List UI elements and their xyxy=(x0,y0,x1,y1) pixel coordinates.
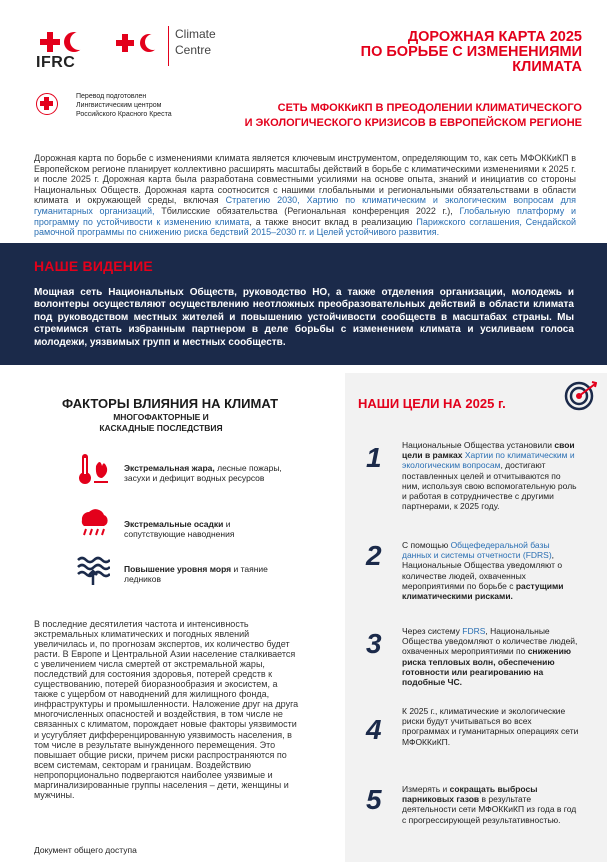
logo-divider xyxy=(168,26,169,66)
factor-bold: Повышение уровня моря xyxy=(124,564,232,574)
red-crescent-icon xyxy=(140,34,158,52)
goal-link[interactable]: Общефедеральной базы данных и системы отчетности (FDRS) xyxy=(402,540,552,561)
paris-agreement-link[interactable]: Парижского соглашения, Сендайской рамочной программы по снижению риска бедствий 2015–2030 гг. и Целей устойчивого развития. xyxy=(34,216,576,238)
factor-rain-text xyxy=(124,519,284,540)
header xyxy=(0,0,607,150)
title-line: ДОРОЖНАЯ КАРТА 2025 xyxy=(407,29,582,45)
vision-title: НАШЕ ВИДЕНИЕ xyxy=(34,258,153,274)
subtitle-line: СЕТЬ МФОККиКП В ПРЕОДОЛЕНИИ КЛИМАТИЧЕСКОГО xyxy=(277,102,582,114)
goal-number: 1 xyxy=(366,442,382,473)
factor-heat-text xyxy=(124,463,284,484)
goal-text-part: растущими климатическими рисками. xyxy=(402,580,564,602)
goals-title: НАШИ ЦЕЛИ НА 2025 г. xyxy=(358,396,506,411)
subtitle-line: И ЭКОЛОГИЧЕСКОГО КРИЗИСОВ В ЕВРОПЕЙСКОМ РЕГИОНЕ xyxy=(244,117,582,129)
factor-bold: Экстремальная жара, xyxy=(124,463,215,473)
factor-rest: и таяние ледников xyxy=(124,564,268,585)
factor-rest: и сопутствующие наводнения xyxy=(124,519,235,540)
target-arrow-icon xyxy=(559,380,597,412)
goal-text-part: сокращать выбросы парниковых газов xyxy=(402,784,538,805)
red-cross-icon xyxy=(40,32,60,52)
goal-5-text xyxy=(402,784,580,825)
goal-text-part: снижению риска тепловых волн, обеспечению готовности или реагированию на подобные ЧС. xyxy=(402,646,572,688)
goal-text-part: в результате деятельности сети МФОККиКП из года в год с прогрессирующей результативностью. xyxy=(402,794,577,825)
page-title xyxy=(300,30,582,75)
factors-title: ФАКТОРЫ ВЛИЯНИЯ НА КЛИМАТ xyxy=(62,396,279,411)
goal-number: 5 xyxy=(366,784,382,815)
translated-line: Лингвистическим центром xyxy=(76,102,162,109)
translated-line: Российского Красного Креста xyxy=(76,111,172,118)
russian-red-cross-emblem-icon xyxy=(36,93,58,115)
goal-text-part: , достигают поставленных целей и отчитываются по ним, используя свою вспомогательную роль и работая в сотрудничестве с другими партнерами, к 2025 году. xyxy=(402,460,577,512)
translated-line: Перевод подготовлен xyxy=(76,93,147,100)
strategy-2030-link[interactable]: Стратегию 2030, Хартию по климатическим и экологическим вопросам для гуманитарных организаций, xyxy=(34,195,577,216)
title-line: ПО БОРЬБЕ С ИЗМЕНЕНИЯМИ xyxy=(360,44,582,60)
title-line: КЛИМАТА xyxy=(512,59,582,75)
goal-4-text xyxy=(402,706,580,747)
red-crescent-icon xyxy=(64,32,84,52)
factors-body-text: В последние десятилетия частота и интенсивность экстремальных климатических и погодных явлений увеличилась и, по прогнозам экспертов, их количество будет расти. В Европе и Центральной Азии население сталкивается с увеличением числа смертей от экстремальной жары, последствий для состояния здоровья, потерей средств к существованию, потерей биоразнообразия и экосистем, а также с ущербом от наводнений для жилищного фонда, инфраструктуры и промышленности. Наложение друг на друга многочисленных опасностей и воздействия, в том числе не связанных с климатом, порождает новые факторы уязвимости и усугубляет дифференцированную уязвимость населения, в том числе в результате вынужденного перемещения. Это повышает общие риски, причем риски распространяются по всем системам, секторам и границам. Воздействию непропорционально подвергаются наиболее уязвимые и маргинализированные группы населения – дети, женщины и мужчины. xyxy=(34,619,299,800)
goal-text-part: свои цели в рамках xyxy=(402,440,575,461)
intro-paragraph xyxy=(34,153,576,238)
factor-rest: лесные пожары, засухи и дефицит водных ресурсов xyxy=(124,463,282,484)
factor-sea-text xyxy=(124,564,284,585)
intro-text: Тбилисские обязательства (Региональная конференция 2022 г.), xyxy=(154,205,460,216)
intro-text: , а также вносит вклад в реализацию xyxy=(249,216,417,227)
translated-by-note xyxy=(76,92,172,119)
goal-text-part: С помощью xyxy=(402,540,451,550)
goal-3-text xyxy=(402,626,580,687)
goal-1-text xyxy=(402,440,580,511)
document-access-note: Документ общего доступа xyxy=(34,845,137,855)
goal-2-text xyxy=(402,540,580,601)
goal-text-part: Национальные Общества установили xyxy=(402,440,555,450)
climate-centre-line1: Climate xyxy=(175,27,216,41)
goal-link[interactable]: Хартии по климатическим и экологическим вопросам xyxy=(402,450,575,471)
goal-number: 2 xyxy=(366,540,382,571)
goal-text-part: Через систему xyxy=(402,626,463,636)
intro-text: Дорожная карта по борьбе с изменениями климата является ключевым инструментом, определяющим то, как сеть МФОККиКП в Европейском регионе планирует коллективно расширять масштабы действий в борьбе с климатическими изменениями к 2025 г. и после 2025 г. Дорожная карта была разработана совместными усилиями на основе опыта, знаний и инициатив со стороны Национальных Обществ. Дорожная карта соотносится с нашими глобальными и региональными обязательствами в области климата и окружающей среды, включая xyxy=(34,153,576,206)
goal-text-part: , Национальные Общества уведомляют о количестве людей, охваченных мероприятиями по xyxy=(402,626,578,657)
goal-number: 4 xyxy=(366,714,382,745)
goal-number: 3 xyxy=(366,628,382,659)
factor-bold: Экстремальные осадки xyxy=(124,519,224,529)
page-subtitle xyxy=(200,101,582,131)
red-cross-icon xyxy=(116,34,134,52)
storm-rain-icon xyxy=(76,504,110,538)
goal-text-part: , Национальные Общества уведомляют о количестве людей, охваченных мероприятиями по борьбе с xyxy=(402,550,563,591)
vision-text: Мощная сеть Национальных Обществ, руководство НО, а также отделения организации, молодежь и волонтеры осуществляют осуществлению неотложных преобразовательных действий в области климата под руководством местных жителей и повышению устойчивости сообществ в масштабах страны. Мы стремимся стать избранным партнером в деле борьбы с изменением климата и усиливаем голоса молодежи, уязвимых групп и местных сообществ. xyxy=(34,287,574,348)
ifrc-wordmark: IFRC xyxy=(36,54,76,71)
climate-centre-line2: Centre xyxy=(175,43,212,57)
factors-subtitle: МНОГОФАКТОРНЫЕ И КАСКАДНЫЕ ПОСЛЕДСТВИЯ xyxy=(99,412,223,433)
global-platform-link[interactable]: Глобальную платформу и программу по устойчивости к изменению климата xyxy=(34,205,576,227)
thermometer-heat-icon xyxy=(76,452,110,486)
goal-text-part: К 2025 г., климатические и экологические риски будут учитываться во всех программах и гуманитарных операциях сети МФОККиКП. xyxy=(402,706,579,747)
sea-level-rise-icon xyxy=(76,552,110,586)
goal-text-part: Измерять и xyxy=(402,784,450,794)
goal-link[interactable]: FDRS xyxy=(462,626,486,636)
